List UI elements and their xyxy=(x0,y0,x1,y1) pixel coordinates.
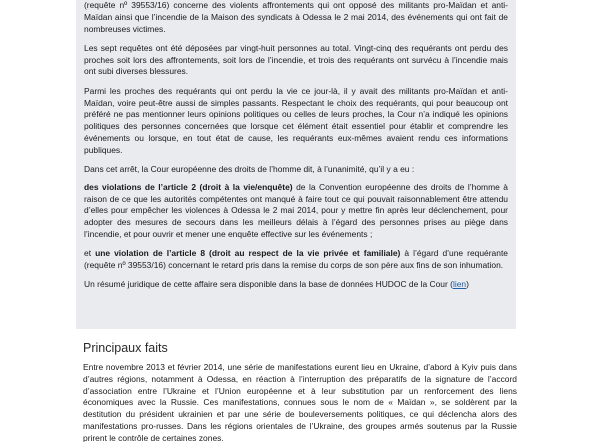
hudoc-link[interactable]: lien xyxy=(452,279,467,290)
article-2-violation-text: de la Convention européenne des droits de l’homme à raison de ce que les autorités compétentes ont manqué à faire tout ce qui pouvait raisonnablement être attendu d’elles pour empêcher les violences à Odessa le 2 mai 2014, pour y mettre fin après leur déclenchement, pour adopter des mesures de secours dans les meilleurs délais à l’égard des personnes prises au piège dans l’incendie, et pour ouvrir et mener une enquête effective sur les événements ; xyxy=(84,181,509,239)
article-8-prefix: et xyxy=(84,248,96,259)
hudoc-text-end: ) xyxy=(466,279,469,290)
summary-paragraph-application: (requête nº 39553/16) concerne des violents affrontements qui ont opposé des militants pro-Maïdan et anti-Maïdan ainsi que l’incendie de la Maison des syndicats à Odessa le 2 mai 2014, des événements qui ont fait de nombreuses victimes. xyxy=(84,0,508,34)
hudoc-text: Un résumé juridique de cette affaire sera disponible dans la base de données HUDOC de la Cour ( xyxy=(84,279,453,290)
section-heading-main-facts: Principaux faits xyxy=(83,341,168,355)
summary-paragraph-political-opinions: Parmi les proches des requérants qui ont perdu la vie ce jour-là, il y avait des militants pro-Maïdan et anti-Maïdan, voire peut-être aussi de simples passants. Respectant le choix des requérants, qui pour beaucoup ont préféré ne pas mentionner leurs opinions politiques ou celles de leurs proches, la Cour n’a indiqué les opinions politiques des personnes concernées que lorsque cet élément était essentiel pour établir et comprendre les événements ou lorsque, en tout état de cause, les requérants eux-mêmes avaient rendu ces informations publiques. xyxy=(84,85,508,155)
summary-paragraph-judgment-intro: Dans cet arrêt, la Cour européenne des droits de l’homme dit, à l’unanimité, qu’il y a eu : xyxy=(84,164,415,175)
summary-paragraph-applicants: Les sept requêtes ont été déposées par vingt-huit personnes au total. Vingt-cinq des requérants ont perdu des proches soit lors des affrontements, soit lors de l’incendie, et trois des requérants ont survécu à l’incendie mais ont subi diverses blessures. xyxy=(84,42,508,77)
summary-paragraph-article-2 xyxy=(84,182,508,241)
summary-paragraph-hudoc xyxy=(84,279,508,291)
article-8-violation-text: à l’égard d’une requérante (requête nº 39553/16) concernant le retard pris dans la remise du corps de son père aux fins de son inhumation. xyxy=(84,248,508,270)
article-8-violation-label: une violation de l’article 8 (droit au respect de la vie privée et familiale) xyxy=(95,248,401,259)
main-facts-paragraph: Entre novembre 2013 et février 2014, une série de manifestations eurent lieu en Ukraine, d’abord à Kyiv puis dans d’autres régions, notamment à Odessa, en réaction à l’interruption des préparatifs de la signature de l’accord d’association entre l’Ukraine et l’Union européenne et à leur substitution par un renforcement des liens économiques avec la Russie. Ces manifestations, connues sous le nom de « Maïdan », se soldèrent par la destitution du président ukrainien et par une série de bouleversements politiques, ce qui déclencha alors des manifestations pro-russes. Dans les régions orientales de l’Ukraine, des groupes armés soutenus par la Russie prirent le contrôle de certaines zones. xyxy=(83,362,517,442)
press-release-summary-box xyxy=(76,0,516,329)
article-2-violation-label: des violations de l’article 2 (droit à la vie/enquête) xyxy=(84,181,293,192)
summary-paragraph-article-8 xyxy=(84,248,508,272)
